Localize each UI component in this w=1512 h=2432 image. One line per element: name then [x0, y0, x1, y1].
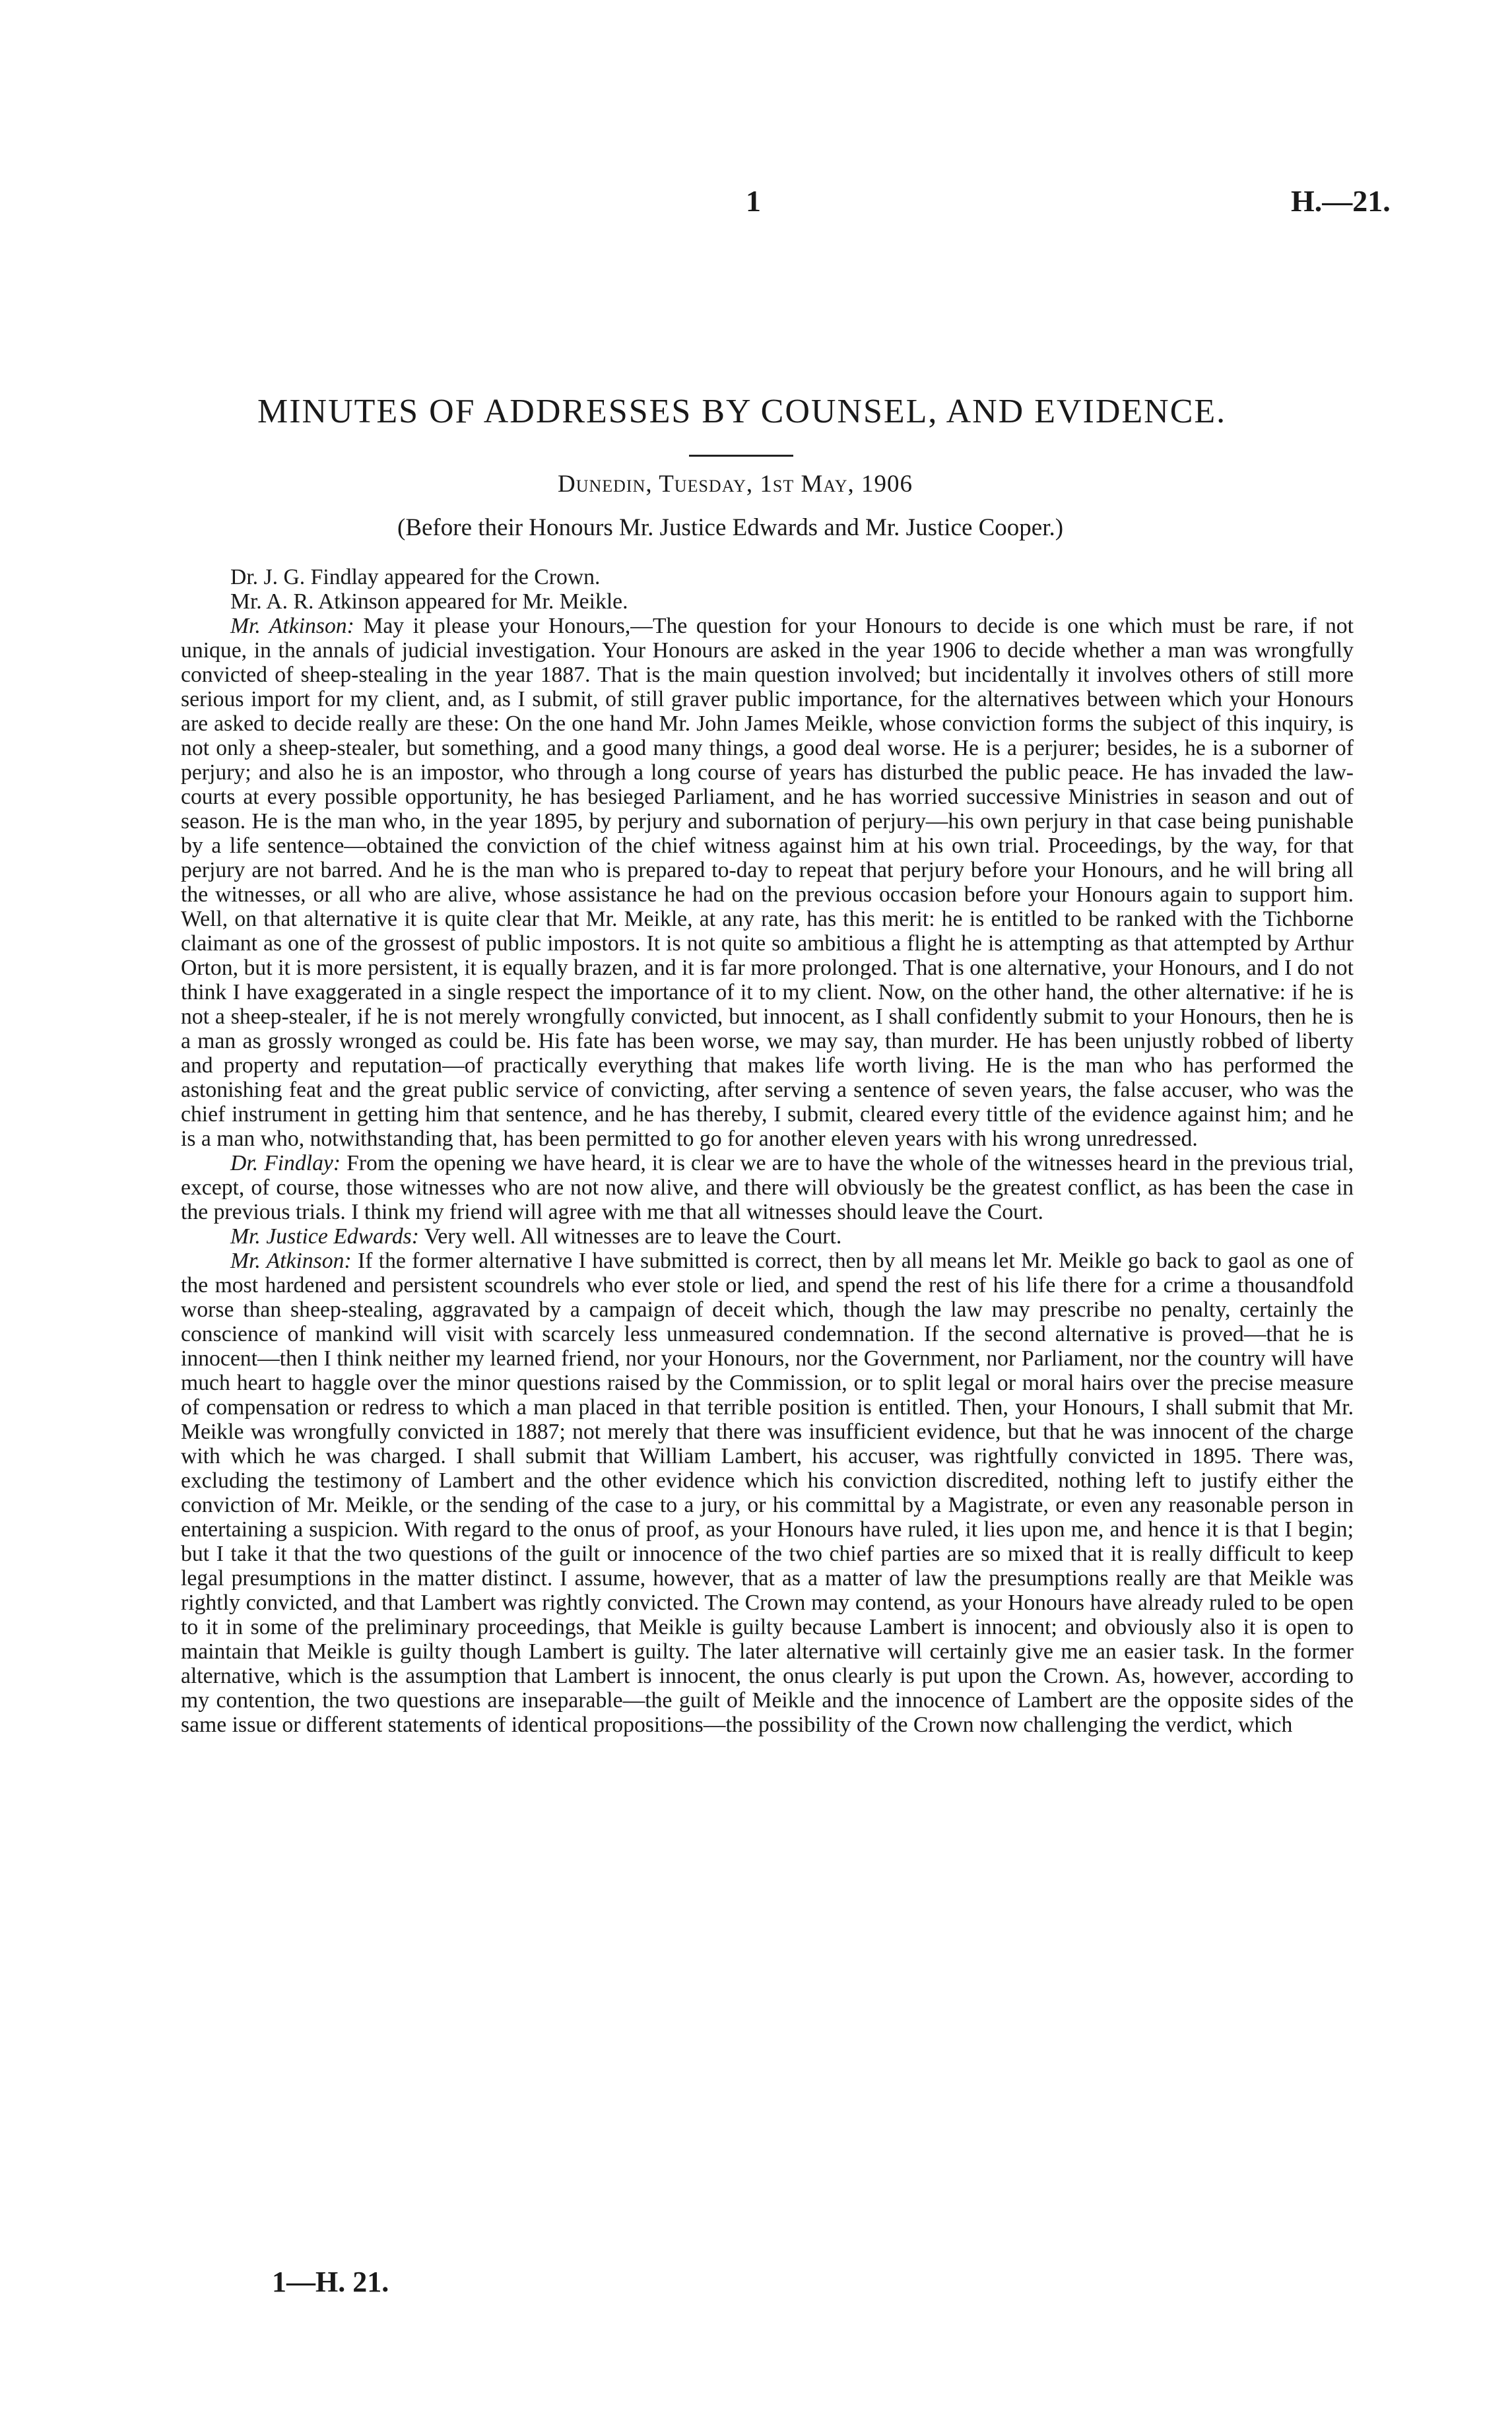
document-title: MINUTES OF ADDRESSES BY COUNSEL, AND EVIDENCE.: [257, 393, 1227, 430]
address-paragraph: [181, 1151, 1354, 1224]
appearance-line: Mr. A. R. Atkinson appeared for Mr. Meikle.: [230, 589, 628, 614]
page-number: 1: [746, 184, 761, 218]
speaker-name: Mr. Atkinson:: [230, 614, 354, 638]
address-text: From the opening we have heard, it is clear we are to have the whole of the witnesses heard in the previous trial, except, of course, those witnesses who are not now alive, and there will obviously be the greatest conflict, as has been the case in the previous trials. I think my friend will agree with me that all witnesses should leave the Court.: [181, 1151, 1354, 1224]
speaker-name: Mr. Justice Edwards:: [230, 1224, 419, 1249]
speaker-name: Mr. Atkinson:: [230, 1249, 352, 1273]
address-text: Very well. All witnesses are to leave the Court.: [424, 1224, 842, 1249]
bench-statement: (Before their Honours Mr. Justice Edwards and Mr. Justice Cooper.): [397, 514, 1064, 541]
address-text: If the former alternative I have submitted is correct, then by all means let Mr. Meikle go back to gaol as one of the most hardened and persistent scoundrels who ever stole or lied, and spend the rest of his life there for a crime a thousandfold worse than sheep-stealing, aggravated by a campaign of deceit which, though the law may prescribe no penalty, certainly the conscience of mankind will visit with scarcely less unmeasured condemnation. If the second alternative is proved—that he is innocent—then I think neither my learned friend, nor your Honours, nor the Government, nor Parliament, nor the country will have much heart to haggle over the minor questions raised by the Commission, or to split legal or moral hairs over the precise measure of compensation or redress to which a man placed in that terrible position is entitled. Then, your Honours, I shall submit that Mr. Meikle was wrongfully convicted in 1887; not merely that there was insufficient evidence, but that he was innocent of the charge with which he was charged. I shall submit that William Lambert, his accuser, was rightfully convicted in 1895. There was, excluding the testimony of Lambert and the other evidence which his conviction discredited, nothing left to justify either the conviction of Mr. Meikle, or the sending of the case to a jury, or his committal by a Magistrate, or even any reasonable person in entertaining a suspicion. With regard to the onus of proof, as your Honours have ruled, it lies upon me, and hence it is that I begin; but I take it that the two questions of the guilt or innocence of the two chief parties are so mixed that it is really difficult to keep legal presumptions in the matter distinct. I assume, however, that as a matter of law the presumptions really are that Meikle was rightly convicted, and that Lambert was rightly convicted. The Crown may contend, as your Honours have already ruled to be open to it in some of the preliminary proceedings, that Meikle is guilty because Lambert is innocent; and obviously also it is open to maintain that Meikle is guilty though Lambert is guilty. The later alternative will certainly give me an easier task. In the former alternative, which is the assumption that Lambert is innocent, the onus clearly is put upon the Crown. As, however, according to my contention, the two questions are inseparable—the guilt of Meikle and the innocence of Lambert are the opposite sides of the same issue or different statements of identical propositions—the possibility of the Crown now challenging the verdict, which: [181, 1249, 1354, 1737]
footer-signature: 1—H. 21.: [272, 2266, 389, 2298]
title-divider: [689, 455, 793, 457]
speaker-name: Dr. Findlay:: [230, 1151, 341, 1175]
address-paragraph: [181, 1224, 1354, 1249]
appearance-line: Dr. J. G. Findlay appeared for the Crown.: [230, 565, 601, 589]
minutes-body: [181, 565, 1354, 1737]
address-text: May it please your Honours,—The question for your Honours to decide is one which must be rare, if not unique, in the annals of judicial investigation. Your Honours are asked in the year 1906 to decide whether a man was wrongfully convicted of sheep-stealing in the year 1887. That is the main question involved; but incidentally it involves others of still more serious import for my client, and, as I submit, of still graver public importance, for the alternatives between which your Honours are asked to decide really are these: On the one hand Mr. John James Meikle, whose conviction forms the subject of this inquiry, is not only a sheep-stealer, but something, and a good many things, a good deal worse. He is a perjurer; besides, he is a suborner of perjury; and also he is an impostor, who through a long course of years has disturbed the public peace. He has invaded the law-courts at every possible opportunity, he has besieged Parliament, and he has worried successive Ministries in season and out of season. He is the man who, in the year 1895, by perjury and subornation of perjury—his own perjury in that case being punishable by a life sentence—obtained the conviction of the chief witness against him at his own trial. Proceedings, by the way, for that perjury are not barred. And he is the man who is prepared to-day to repeat that perjury before your Honours, and he will bring all the witnesses, or all who are alive, whose assistance he had on the previous occasion before your Honours again to support him. Well, on that alternative it is quite clear that Mr. Meikle, at any rate, has this merit: he is entitled to be ranked with the Tichborne claimant as one of the grossest of public impostors. It is not quite so ambitious a flight he is attempting as that attempted by Arthur Orton, but it is more persistent, it is equally brazen, and it is far more prolonged. That is one alternative, your Honours, and I do not think I have exaggerated in a single respect the importance of it to my client. Now, on the other hand, the other alternative: if he is not a sheep-stealer, if he is not merely wrongfully convicted, but innocent, as I shall confidently submit to your Honours, then he is a man as grossly wronged as could be. His fate has been worse, we may say, than murder. He has been unjustly robbed of liberty and property and reputation—of practically everything that makes life worth living. He is the man who has performed the astonishing feat and the great public service of convicting, after serving a sentence of seven years, the false accuser, who was the chief instrument in getting him that sentence, and he has thereby, I submit, cleared every tittle of the evidence against him; and he is a man who, notwithstanding that, has been permitted to go for another eleven years with his wrong unredressed.: [181, 614, 1354, 1151]
document-reference: H.—21.: [1291, 184, 1391, 218]
address-paragraph: [181, 1249, 1354, 1737]
dateline: Dunedin, Tuesday, 1st May, 1906: [558, 471, 913, 498]
address-paragraph: [181, 614, 1354, 1151]
